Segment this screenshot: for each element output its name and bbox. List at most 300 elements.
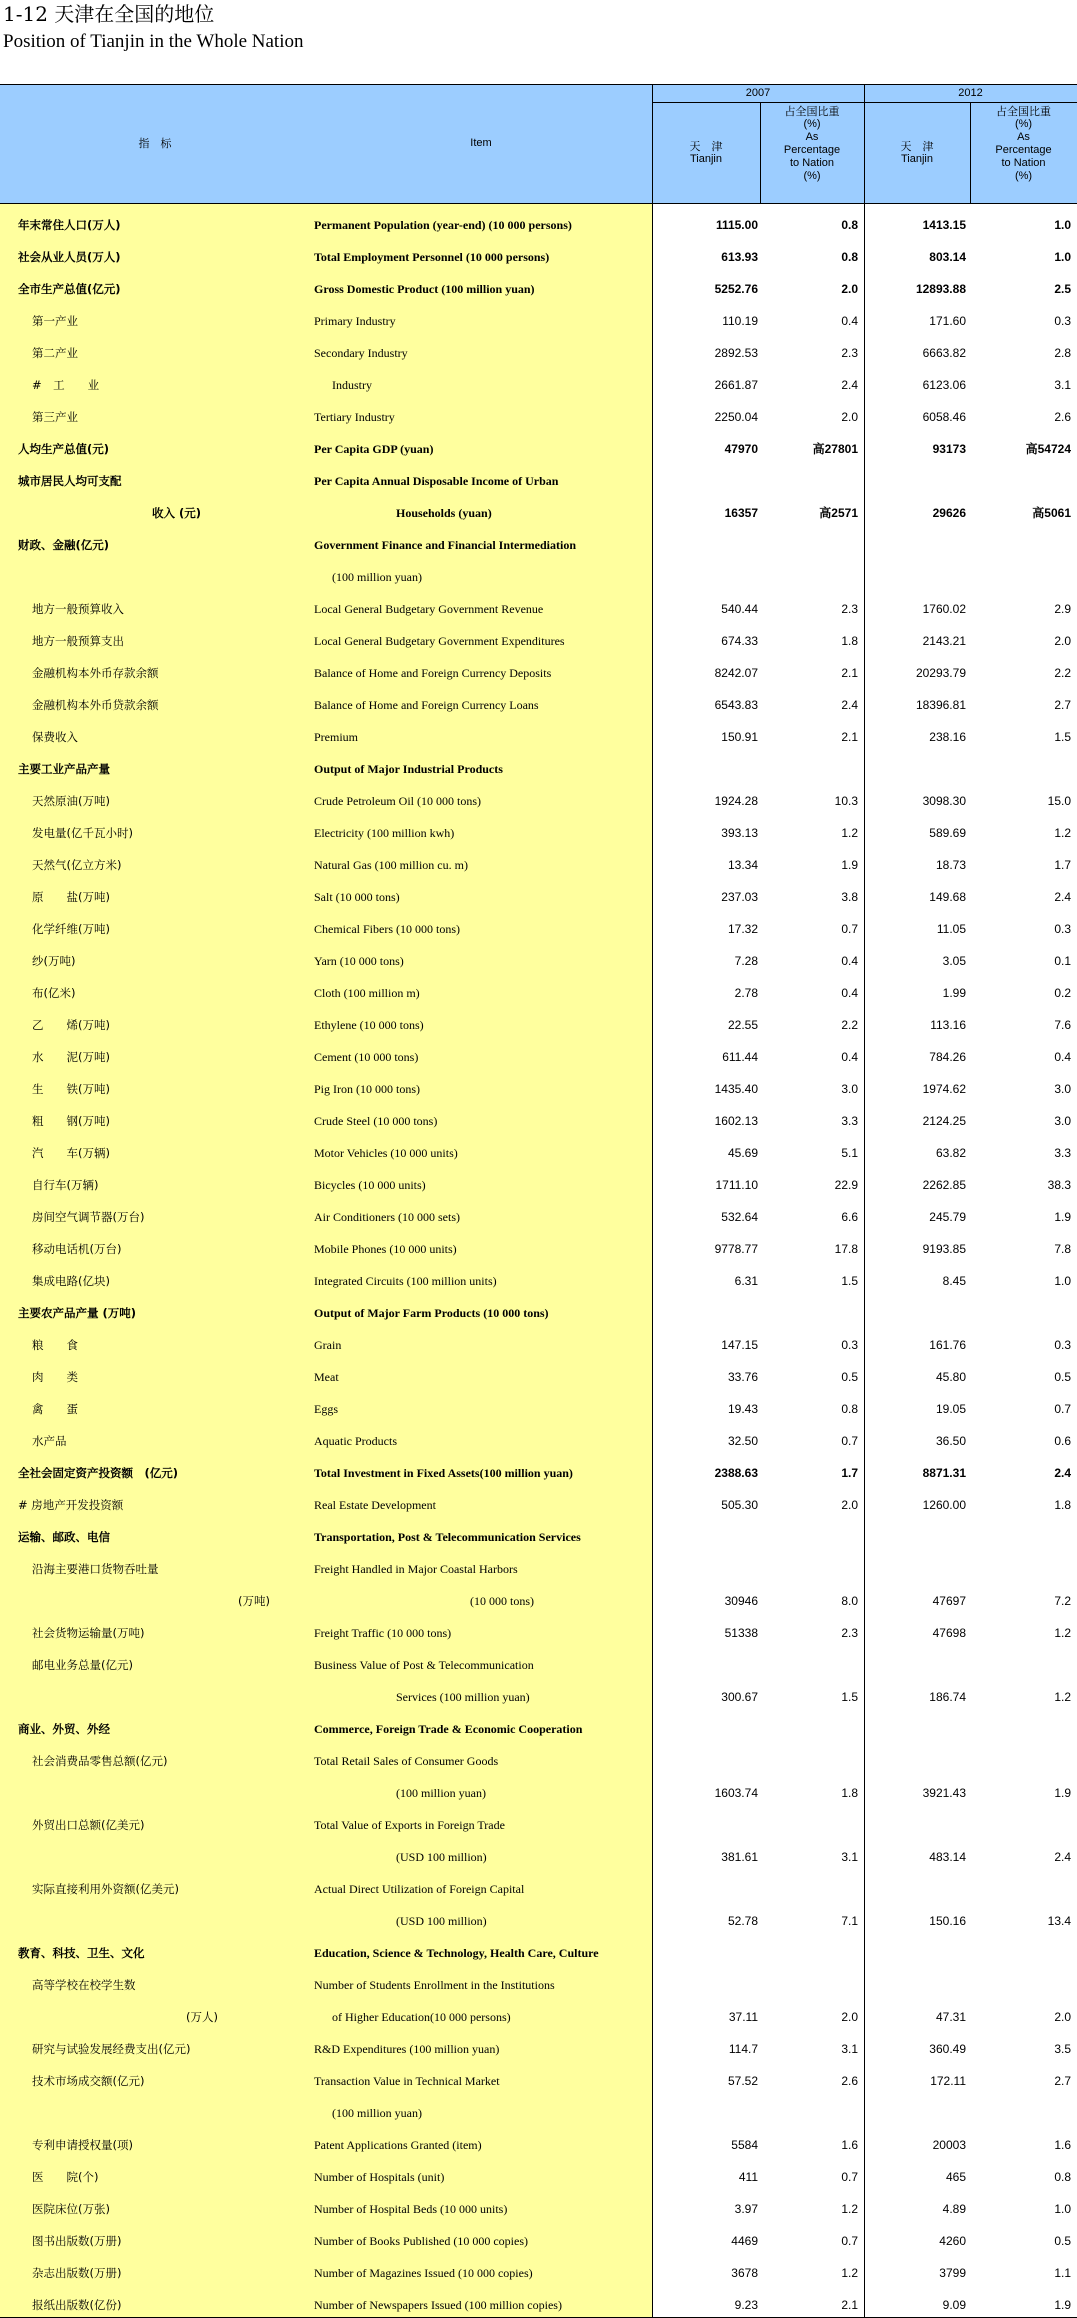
percentage-2012: 13.4 [1047,1914,1071,1928]
table-row [0,1425,1077,1457]
percentage-2007: 0.3 [841,1338,858,1352]
value-2012: 8.45 [942,1274,966,1288]
indicator-cn: 实际直接利用外资额(亿美元) [32,1882,179,1896]
table-row [0,881,1077,913]
percentage-2012 [970,1297,1071,1329]
value-2012: 465 [945,2170,966,2184]
value-2012 [866,465,966,497]
item-en: Crude Steel (10 000 tons) [314,1114,438,1128]
item-en: Crude Petroleum Oil (10 000 tons) [314,794,481,808]
item-en: Grain [314,1338,342,1352]
value-2007: 505.30 [721,1498,758,1512]
value-2012 [866,561,966,593]
table-row [0,1169,1077,1201]
table-row [0,401,1077,433]
table-row [0,2065,1077,2097]
percentage-2007: 2.1 [841,730,858,744]
percentage-2007: 2.4 [841,378,858,392]
table-row [0,2289,1077,2318]
percentage-2012: 2.2 [1054,666,1071,680]
percentage-2007: 1.8 [841,634,858,648]
percentage-2007 [760,1553,858,1585]
value-2007: 2250.04 [714,410,758,424]
value-2007: 532.64 [721,1210,758,1224]
percentage-2007: 2.0 [841,2010,858,2024]
percentage-2007: 1.8 [841,1786,858,1800]
table-row [0,689,1077,721]
percentage-2012: 1.9 [1054,1786,1071,1800]
value-2012 [866,1937,966,1969]
table-row [0,465,1077,497]
table-row [0,1265,1077,1297]
table-row [0,1361,1077,1393]
table-row [0,2001,1077,2033]
table-row [0,1873,1077,1905]
value-2007: 51338 [724,1626,758,1640]
item-en: of Higher Education(10 000 persons) [332,2010,511,2024]
item-en: Total Retail Sales of Consumer Goods [314,1754,499,1768]
table-row [0,1009,1077,1041]
percentage-2012: 2.9 [1054,602,1071,616]
percentage-2007 [760,561,858,593]
value-2012: 1260.00 [922,1498,966,1512]
item-en: Education, Science & Technology, Health Care, Culture [314,1946,599,1960]
value-2007 [652,1649,758,1681]
indicator-cn: 房间空气调节器(万台) [32,1210,145,1224]
table-row [0,1105,1077,1137]
percentage-2012 [970,1553,1071,1585]
percentage-2012: 15.0 [1047,794,1071,808]
item-en: Industry [332,378,372,392]
value-2007: 300.67 [721,1690,758,1704]
percentage-2012 [970,1937,1071,1969]
percentage-2007 [760,1745,858,1777]
indicator-cn: 集成电路(亿块) [32,1274,110,1288]
table-row [0,369,1077,401]
value-2012 [866,1553,966,1585]
value-2012: 3098.30 [922,794,966,808]
item-en: Patent Applications Granted (item) [314,2138,482,2152]
header-percentage-2007: 占全国比重 (%) As Percentage to Nation (%) [783,105,841,182]
table-row [0,2161,1077,2193]
table-row [0,497,1077,529]
percentage-2012: 0.4 [1054,1050,1071,1064]
indicator-cn: 收入 (元) [152,506,202,520]
percentage-2012 [970,465,1071,497]
value-2007 [652,2097,758,2129]
percentage-2012: 2.6 [1054,410,1071,424]
percentage-2012: 3.0 [1054,1114,1071,1128]
percentage-2007: 1.6 [841,2138,858,2152]
value-2012: 29626 [932,506,966,520]
value-2007: 52.78 [727,1914,758,1928]
table-row [0,2225,1077,2257]
percentage-2007: 1.9 [841,858,858,872]
value-2007: 110.19 [722,314,758,328]
item-en: Total Investment in Fixed Assets(100 million yuan) [314,1466,573,1480]
indicator-cn: 主要工业产品产量 [18,762,110,776]
item-en: Freight Traffic (10 000 tons) [314,1626,452,1640]
table-row [0,1617,1077,1649]
percentage-2007 [760,1713,858,1745]
percentage-2012: 0.8 [1054,2170,1071,2184]
item-en: Services (100 million yuan) [396,1690,530,1704]
indicator-cn: 城市居民人均可支配 [18,474,122,488]
percentage-2007 [760,1297,858,1329]
value-2007: 45.69 [727,1146,758,1160]
item-en: Mobile Phones (10 000 units) [314,1242,457,1256]
item-en: (100 million yuan) [396,1786,486,1800]
percentage-2007: 0.4 [841,1050,858,1064]
indicator-cn: 生 铁(万吨) [32,1082,110,1096]
indicator-cn: 发电量(亿千瓦小时) [32,826,133,840]
percentage-2007: 1.5 [841,1690,858,1704]
table-row [0,2033,1077,2065]
value-2007: 13.34 [727,858,758,872]
percentage-2007 [760,529,858,561]
table-row [0,1201,1077,1233]
indicator-cn: 汽 车(万辆) [32,1146,110,1160]
indicator-cn: 第一产业 [32,314,78,328]
item-en: Balance of Home and Foreign Currency Loans [314,698,539,712]
indicator-cn: 金融机构本外币存款余额 [32,666,159,680]
table-row [0,2129,1077,2161]
item-en: (100 million yuan) [332,570,422,584]
item-en: Transportation, Post & Telecommunication Services [314,1530,581,1544]
value-2007: 393.13 [721,826,758,840]
value-2012 [866,2097,966,2129]
value-2007: 1435.40 [714,1082,758,1096]
value-2012: 3799 [939,2266,966,2280]
header-percentage-2012: 占全国比重 (%) As Percentage to Nation (%) [995,105,1052,182]
table-row [0,849,1077,881]
percentage-2007: 0.8 [841,218,858,232]
percentage-2012: 1.0 [1054,2202,1071,2216]
table-row [0,1905,1077,1937]
percentage-2012 [970,1649,1071,1681]
percentage-2012: 1.5 [1054,730,1071,744]
indicator-cn: 邮电业务总量(亿元) [32,1658,133,1672]
percentage-2007: 0.7 [841,2170,858,2184]
percentage-2007 [760,1937,858,1969]
indicator-cn: # 房地产开发投资额 [18,1498,124,1512]
value-2012: 36.50 [935,1434,966,1448]
percentage-2012: 2.7 [1054,698,1071,712]
item-en: Chemical Fibers (10 000 tons) [314,922,460,936]
value-2007: 3678 [731,2266,758,2280]
percentage-2012: 1.2 [1054,1626,1071,1640]
item-en: (USD 100 million) [396,1850,487,1864]
indicator-cn: 主要农产品产量 (万吨) [18,1306,137,1320]
table-row [0,1457,1077,1489]
value-2007: 411 [738,2170,758,2184]
item-en: Meat [314,1370,339,1384]
item-en: Gross Domestic Product (100 million yuan) [314,282,535,296]
item-en: Balance of Home and Foreign Currency Deposits [314,666,552,680]
percentage-2012: 0.5 [1054,2234,1071,2248]
value-2012 [866,1713,966,1745]
value-2012: 1.99 [942,986,966,1000]
indicator-cn: (万人) [186,2010,218,2024]
item-en: (10 000 tons) [470,1594,534,1608]
percentage-2007: 0.7 [841,2234,858,2248]
value-2007: 611.44 [722,1050,758,1064]
table-row [0,1777,1077,1809]
table-row [0,2257,1077,2289]
item-en: Eggs [314,1402,338,1416]
percentage-2012: 38.3 [1047,1178,1071,1192]
table-row [0,1521,1077,1553]
value-2012: 2262.85 [922,1178,966,1192]
value-2012: 150.16 [929,1914,966,1928]
value-2007 [652,1937,758,1969]
value-2012: 18396.81 [915,698,966,712]
percentage-2007: 2.0 [841,282,858,296]
indicator-cn: 教育、科技、卫生、文化 [18,1946,145,1960]
value-2007: 33.76 [727,1370,758,1384]
indicator-cn: 人均生产总值(元) [18,442,110,456]
percentage-2012: 1.2 [1054,1690,1071,1704]
value-2007: 381.61 [721,1850,758,1864]
value-2012: 6663.82 [922,346,966,360]
indicator-cn: 沿海主要港口货物吞吐量 [32,1562,159,1576]
percentage-2007: 6.6 [841,1210,858,1224]
value-2007: 2661.87 [714,378,758,392]
indicator-cn: 报纸出版数(亿份) [32,2298,122,2312]
percentage-2012: 2.0 [1054,634,1071,648]
value-2007: 17.32 [727,922,758,936]
header-item: Item [470,137,492,149]
percentage-2007: 0.7 [841,1434,858,1448]
indicator-cn: 医院床位(万张) [32,2202,110,2216]
percentage-2007: 0.4 [841,986,858,1000]
percentage-2007: 1.2 [841,2202,858,2216]
percentage-2012: 0.3 [1054,1338,1071,1352]
value-2012: 186.74 [929,1690,966,1704]
percentage-2007: 2.3 [841,602,858,616]
item-en: Secondary Industry [314,346,408,360]
item-en: Real Estate Development [314,1498,436,1512]
indicator-cn: 肉 类 [32,1370,78,1384]
percentage-2007 [760,1809,858,1841]
value-2007: 9.23 [734,2298,758,2312]
table-row [0,337,1077,369]
item-en: Total Employment Personnel (10 000 persons) [314,250,550,264]
value-2012: 63.82 [935,1146,966,1160]
table-row [0,657,1077,689]
value-2012: 2124.25 [922,1114,966,1128]
table-row [0,273,1077,305]
table-row [0,913,1077,945]
indicator-cn: 社会消费品零售总额(亿元) [32,1754,168,1768]
indicator-cn: 禽 蛋 [32,1402,78,1416]
item-en: (100 million yuan) [332,2106,422,2120]
table-row [0,1553,1077,1585]
percentage-2007: 2.6 [841,2074,858,2088]
indicator-cn: 杂志出版数(万册) [32,2266,122,2280]
indicator-cn: (万吨) [238,1594,270,1608]
item-en: Cement (10 000 tons) [314,1050,419,1064]
value-2007: 1711.10 [715,1178,758,1192]
item-en: Households (yuan) [396,506,492,520]
percentage-2012: 0.2 [1054,986,1071,1000]
indicator-cn: 粮 食 [32,1338,78,1352]
value-2007: 37.11 [728,2010,758,2024]
value-2012: 47.31 [935,2010,966,2024]
percentage-2007: 0.8 [841,250,858,264]
indicator-cn: 社会货物运输量(万吨) [32,1626,145,1640]
indicator-cn: 研究与试验发展经费支出(亿元) [32,2042,191,2056]
percentage-2012: 3.3 [1054,1146,1071,1160]
percentage-2007: 2.3 [841,1626,858,1640]
indicator-cn: 商业、外贸、外经 [18,1722,110,1736]
value-2007 [652,753,758,785]
statistics-table [0,84,1077,2318]
item-en: Air Conditioners (10 000 sets) [314,1210,460,1224]
percentage-2012 [970,1713,1071,1745]
table-row [0,1137,1077,1169]
percentage-2007: 0.4 [841,954,858,968]
indicator-cn: 纱(万吨) [32,954,76,968]
value-2012 [866,1873,966,1905]
item-en: (USD 100 million) [396,1914,487,1928]
value-2007 [652,1297,758,1329]
indicator-cn: 移动电话机(万台) [32,1242,122,1256]
item-en: Cloth (100 million m) [314,986,420,1000]
value-2007 [652,1521,758,1553]
indicator-cn: 粗 钢(万吨) [32,1114,110,1128]
indicator-cn: 第三产业 [32,410,78,424]
table-row [0,977,1077,1009]
indicator-cn: 水产品 [32,1434,67,1448]
value-2007: 1924.28 [714,794,758,808]
table-row [0,1713,1077,1745]
table-title-en: Position of Tianjin in the Whole Nation [3,31,304,52]
item-en: Number of Hospitals (unit) [314,2170,445,2184]
value-2007 [652,1553,758,1585]
percentage-2012: 2.4 [1054,1850,1071,1864]
percentage-2007: 2.2 [841,1018,858,1032]
item-en: Actual Direct Utilization of Foreign Capital [314,1882,525,1896]
item-en: Tertiary Industry [314,410,395,424]
value-2007: 237.03 [721,890,758,904]
table-row [0,2097,1077,2129]
item-en: Bicycles (10 000 units) [314,1178,426,1192]
value-2012: 47698 [932,1626,966,1640]
value-2012: 1974.62 [922,1082,966,1096]
value-2012: 3921.43 [922,1786,966,1800]
value-2007: 7.28 [734,954,758,968]
value-2012 [866,1809,966,1841]
item-en: Output of Major Industrial Products [314,762,503,776]
item-en: Government Finance and Financial Intermediation [314,538,576,552]
value-2012: 113.16 [930,1018,966,1032]
value-2007: 8242.07 [714,666,758,680]
item-en: Electricity (100 million kwh) [314,826,455,840]
percentage-2012 [970,753,1071,785]
percentage-2007 [760,1521,858,1553]
percentage-2007: 2.3 [841,346,858,360]
percentage-2012 [970,1809,1071,1841]
value-2007: 150.91 [721,730,758,744]
item-en: Number of Magazines Issued (10 000 copies) [314,2266,533,2280]
table-title-cn: 1-12 天津在全国的地位 [3,2,215,26]
item-en: Per Capita GDP (yuan) [314,442,434,456]
value-2007: 1603.74 [714,1786,758,1800]
percentage-2007: 3.0 [841,1082,858,1096]
value-2007 [652,529,758,561]
value-2007: 2.78 [734,986,758,1000]
percentage-2012: 2.4 [1054,890,1071,904]
item-en: Number of Hospital Beds (10 000 units) [314,2202,508,2216]
value-2012: 11.05 [936,922,966,936]
value-2007: 1602.13 [714,1114,758,1128]
value-2007: 16357 [724,506,758,520]
value-2012: 9193.85 [922,1242,966,1256]
item-en: R&D Expenditures (100 million yuan) [314,2042,500,2056]
header-tianjin-2007: 天 津 Tianjin [689,140,723,165]
item-en: Primary Industry [314,314,396,328]
table-row [0,1969,1077,2001]
percentage-2012: 7.2 [1054,1594,1071,1608]
table-row [0,529,1077,561]
percentage-2012: 高54724 [1025,442,1071,456]
value-2012 [866,1969,966,2001]
item-en: Yarn (10 000 tons) [314,954,404,968]
percentage-2007: 1.5 [841,1274,858,1288]
item-en: Integrated Circuits (100 million units) [314,1274,497,1288]
percentage-2012: 0.1 [1054,954,1071,968]
value-2012: 1760.02 [922,602,966,616]
value-2007: 4469 [731,2234,758,2248]
indicator-cn: 运输、邮政、电信 [18,1530,110,1544]
item-en: Local General Budgetary Government Revenue [314,602,544,616]
item-en: Motor Vehicles (10 000 units) [314,1146,458,1160]
header-year-2012: 2012 [958,87,983,99]
percentage-2012 [970,1969,1071,2001]
item-en: Salt (10 000 tons) [314,890,400,904]
percentage-2007: 2.4 [841,698,858,712]
percentage-2012: 0.3 [1054,922,1071,936]
percentage-2007: 2.1 [841,666,858,680]
indicator-cn: 医 院(个) [32,2170,99,2184]
value-2012: 803.14 [929,250,966,264]
value-2007 [652,465,758,497]
item-en: Per Capita Annual Disposable Income of Urban [314,474,559,488]
percentage-2012: 1.8 [1054,1498,1071,1512]
value-2007 [652,561,758,593]
value-2007: 5252.76 [714,282,758,296]
percentage-2012: 0.7 [1054,1402,1071,1416]
value-2007 [652,1969,758,2001]
value-2012: 483.14 [929,1850,966,1864]
item-en: Output of Major Farm Products (10 000 tons) [314,1306,549,1320]
table-row [0,753,1077,785]
percentage-2007: 5.1 [841,1146,858,1160]
percentage-2012 [970,1745,1071,1777]
table-row [0,1041,1077,1073]
value-2007: 114.7 [728,2042,758,2056]
percentage-2007 [760,753,858,785]
percentage-2007: 2.0 [841,1498,858,1512]
value-2007: 22.55 [727,1018,758,1032]
table-row [0,241,1077,273]
value-2012 [866,1297,966,1329]
item-en: Number of Books Published (10 000 copies) [314,2234,528,2248]
percentage-2012: 1.0 [1054,250,1071,264]
indicator-cn: 保费收入 [32,730,78,744]
percentage-2007: 1.2 [841,826,858,840]
